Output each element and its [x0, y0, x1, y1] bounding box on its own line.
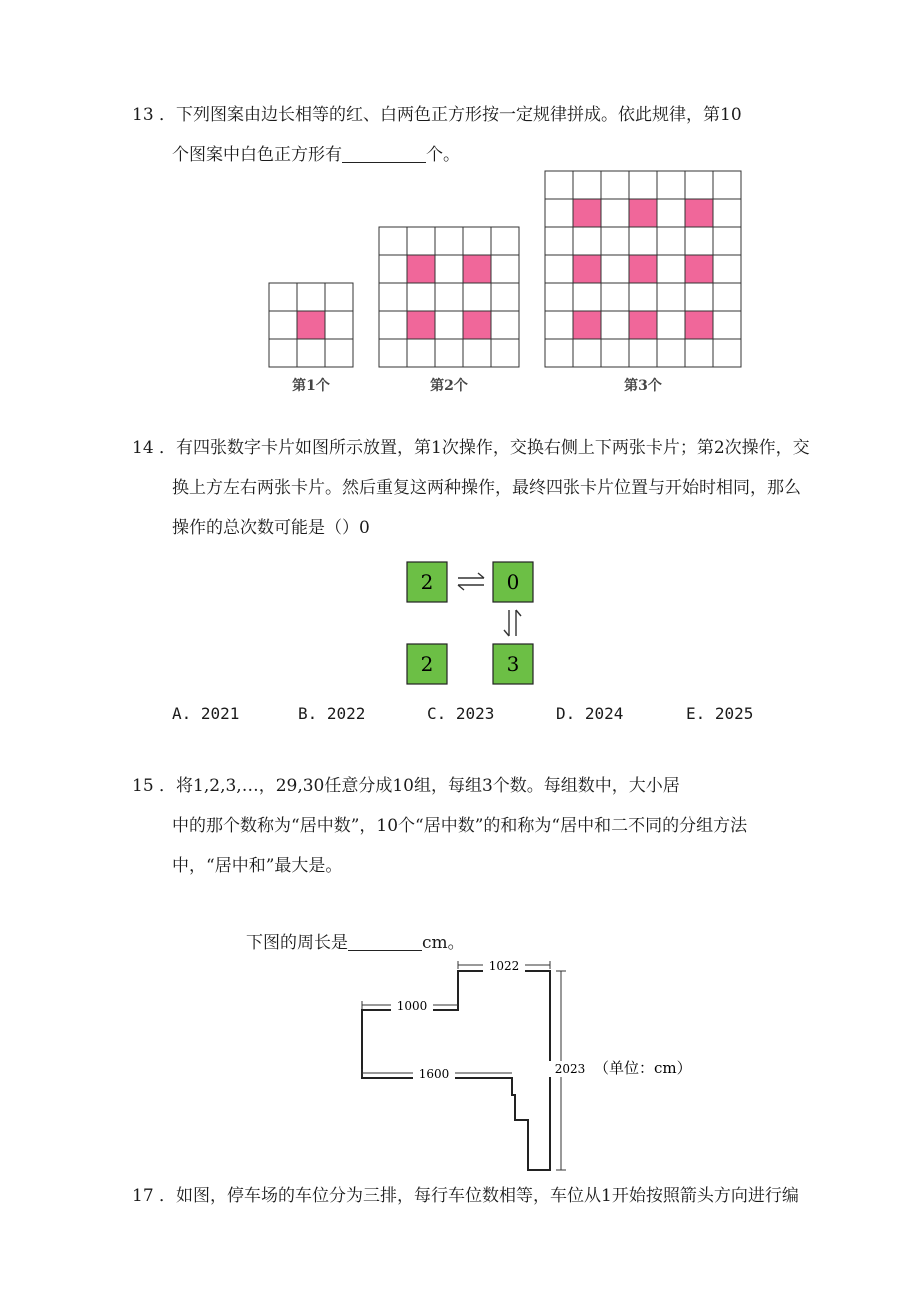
- white-square: [685, 339, 713, 367]
- pink-square: [573, 199, 601, 227]
- q16-text-post: cm。: [422, 933, 465, 953]
- white-square: [657, 255, 685, 283]
- white-square: [573, 283, 601, 311]
- pink-square: [297, 311, 325, 339]
- white-square: [601, 199, 629, 227]
- white-square: [713, 227, 741, 255]
- white-square: [657, 311, 685, 339]
- white-square: [269, 283, 297, 311]
- white-square: [407, 283, 435, 311]
- white-square: [713, 255, 741, 283]
- pink-square: [407, 311, 435, 339]
- dim-middle-label: 1600: [418, 1067, 450, 1081]
- white-square: [713, 283, 741, 311]
- white-square: [379, 311, 407, 339]
- svg-text:2: 2: [420, 652, 434, 676]
- white-square: [545, 311, 573, 339]
- svg-text:0: 0: [506, 570, 520, 594]
- pattern-2: [379, 227, 519, 367]
- q15-line3: 中，“居中和”最大是。: [172, 856, 343, 876]
- q14-option-d: D. 2024: [556, 704, 624, 723]
- white-square: [435, 255, 463, 283]
- white-square: [601, 283, 629, 311]
- white-square: [601, 227, 629, 255]
- white-square: [269, 311, 297, 339]
- white-square: [491, 311, 519, 339]
- q16-text: [246, 932, 465, 954]
- white-square: [545, 199, 573, 227]
- white-square: [545, 255, 573, 283]
- white-square: [463, 283, 491, 311]
- white-square: [545, 283, 573, 311]
- q16-perimeter-figure: [340, 955, 740, 1175]
- white-square: [601, 255, 629, 283]
- white-square: [713, 171, 741, 199]
- white-square: [435, 227, 463, 255]
- white-square: [573, 171, 601, 199]
- pink-square: [463, 255, 491, 283]
- white-square: [545, 227, 573, 255]
- caption-pattern-3: 第3个: [624, 378, 662, 394]
- card-bottom-left: [407, 644, 447, 684]
- white-square: [657, 227, 685, 255]
- q16-text-pre: 下图的周长是: [246, 933, 348, 953]
- pink-square: [407, 255, 435, 283]
- pink-square: [629, 311, 657, 339]
- white-square: [657, 339, 685, 367]
- white-square: [407, 227, 435, 255]
- q13-line2-post: 个。: [426, 145, 460, 165]
- white-square: [685, 283, 713, 311]
- staircase-outline: [362, 971, 550, 1170]
- white-square: [685, 227, 713, 255]
- q14-option-c: C. 2023: [427, 704, 495, 723]
- dim-height-label: 2023: [554, 1062, 586, 1076]
- q14-line3: 操作的总次数可能是（）0: [172, 518, 370, 538]
- white-square: [435, 339, 463, 367]
- white-square: [545, 339, 573, 367]
- white-square: [657, 199, 685, 227]
- q14-line1: 14 ．有四张数字卡片如图所示放置，第1次操作，交换右侧上下两张卡片；第2次操作，交: [132, 438, 810, 458]
- white-square: [491, 283, 519, 311]
- q17-line1: 17 ．如图，停车场的车位分为三排，每行车位数相等，车位从1开始按照箭头方向进行编: [132, 1186, 799, 1206]
- white-square: [601, 311, 629, 339]
- pink-square: [629, 199, 657, 227]
- q14-line2: 换上方左右两张卡片。然后重复这两种操作，最终四张卡片位置与开始时相同，那么: [172, 478, 801, 498]
- white-square: [713, 199, 741, 227]
- svg-text:3: 3: [506, 652, 520, 676]
- pink-square: [463, 311, 491, 339]
- card-bottom-right: [493, 644, 533, 684]
- q16-answer-blank: [348, 934, 422, 951]
- white-square: [545, 171, 573, 199]
- white-square: [573, 339, 601, 367]
- white-square: [657, 283, 685, 311]
- white-square: [601, 339, 629, 367]
- white-square: [325, 339, 353, 367]
- white-square: [379, 255, 407, 283]
- white-square: [629, 339, 657, 367]
- q15-line1: 15 ．将1,2,3,…，29,30任意分成10组，每组3个数。每组数中，大小居: [132, 776, 680, 796]
- white-square: [629, 283, 657, 311]
- pink-square: [573, 255, 601, 283]
- white-square: [435, 283, 463, 311]
- white-square: [629, 171, 657, 199]
- white-square: [379, 227, 407, 255]
- swap-horizontal-icon: [458, 573, 484, 590]
- q14-option-a: A. 2021: [172, 704, 240, 723]
- white-square: [491, 255, 519, 283]
- white-square: [435, 311, 463, 339]
- svg-text:2: 2: [420, 570, 434, 594]
- white-square: [573, 227, 601, 255]
- white-square: [713, 339, 741, 367]
- white-square: [297, 283, 325, 311]
- white-square: [407, 339, 435, 367]
- q13-pattern-figure: [0, 0, 920, 400]
- q15-line2: 中的那个数称为“居中数”，10个“居中数”的和称为“居中和二不同的分组方法: [172, 816, 748, 836]
- q14-option-e: E. 2025: [686, 704, 754, 723]
- q14-option-b: B. 2022: [298, 704, 366, 723]
- white-square: [379, 339, 407, 367]
- card-top-right: [493, 562, 533, 602]
- white-square: [601, 171, 629, 199]
- white-square: [491, 339, 519, 367]
- q13-line2-pre: 个图案中白色正方形有: [172, 145, 342, 165]
- pink-square: [629, 255, 657, 283]
- q13-line1: 13 ．下列图案由边长相等的红、白两色正方形按一定规律拼成。依此规律，第10: [132, 105, 742, 125]
- white-square: [463, 227, 491, 255]
- caption-pattern-2: 第2个: [430, 378, 468, 394]
- pattern-1: [269, 283, 353, 367]
- dimension-lines: [362, 961, 566, 1170]
- pink-square: [573, 311, 601, 339]
- white-square: [713, 311, 741, 339]
- white-square: [297, 339, 325, 367]
- white-square: [325, 311, 353, 339]
- white-square: [325, 283, 353, 311]
- white-square: [491, 227, 519, 255]
- pink-square: [685, 255, 713, 283]
- white-square: [463, 339, 491, 367]
- pink-square: [685, 199, 713, 227]
- white-square: [685, 171, 713, 199]
- pink-square: [685, 311, 713, 339]
- dim-left-label: 1000: [396, 999, 428, 1013]
- white-square: [379, 283, 407, 311]
- dim-top-label: 1022: [488, 959, 520, 973]
- unit-label: （单位：cm）: [594, 1059, 692, 1077]
- pattern-3: [545, 171, 741, 367]
- card-top-left: [407, 562, 447, 602]
- white-square: [629, 227, 657, 255]
- q14-card-figure: [400, 556, 540, 690]
- white-square: [657, 171, 685, 199]
- caption-pattern-1: 第1个: [292, 378, 330, 394]
- white-square: [269, 339, 297, 367]
- swap-vertical-icon: [504, 610, 521, 636]
